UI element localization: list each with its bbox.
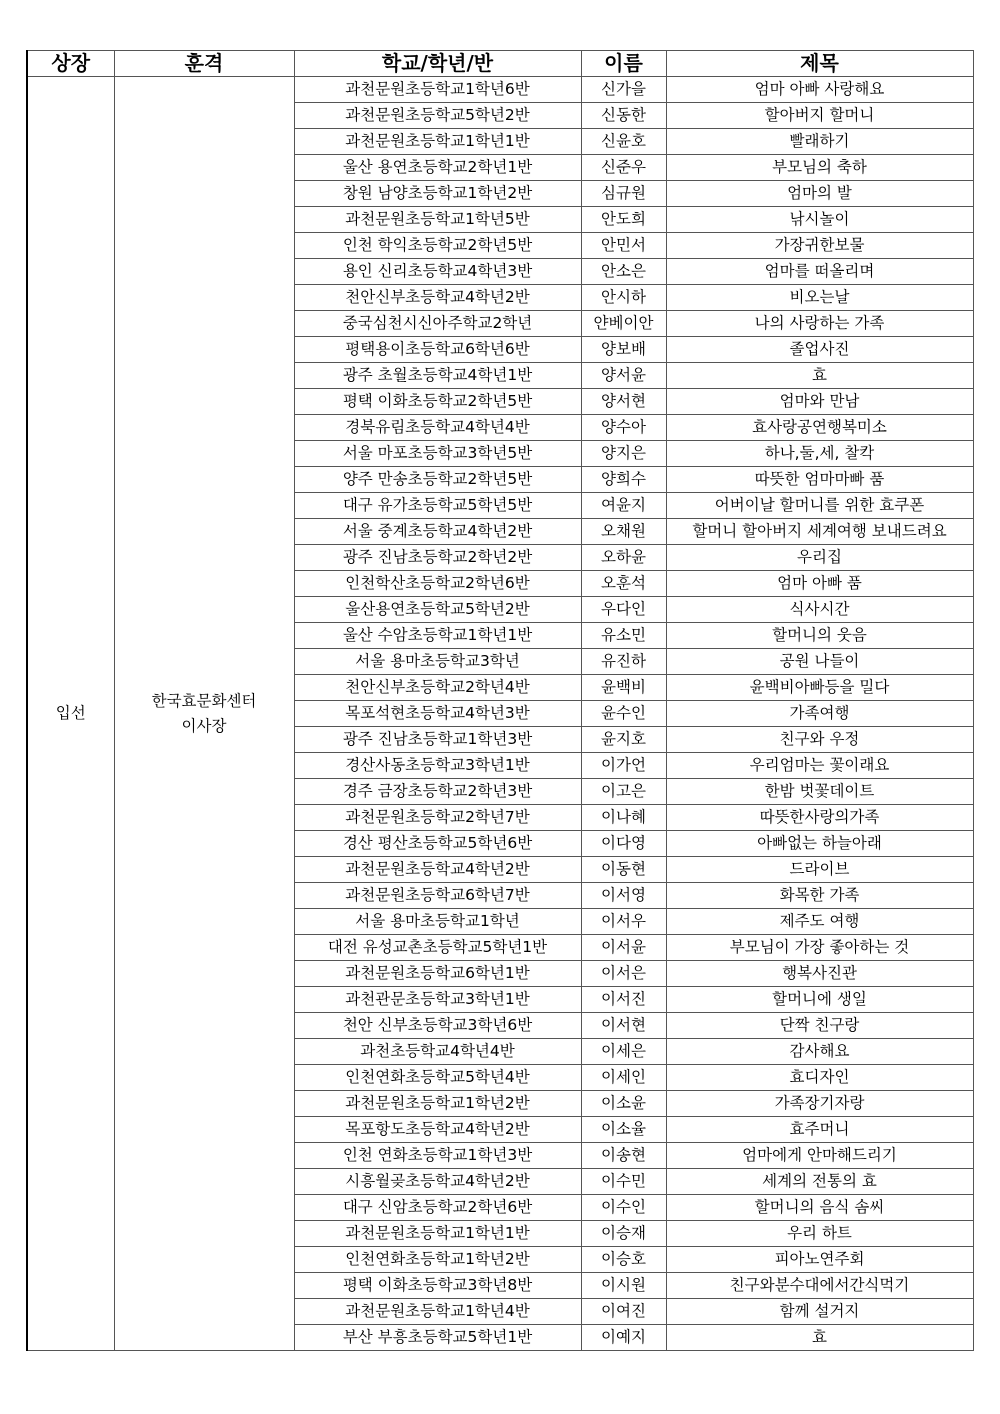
- school-cell: 과천문원초등학교1학년1반: [294, 129, 581, 155]
- name-cell: 이서현: [581, 1013, 666, 1039]
- table-header: [27, 51, 973, 77]
- title-cell: 졸업사진: [666, 337, 973, 363]
- school-cell: 과천문원초등학교6학년7반: [294, 883, 581, 909]
- title-cell: 어버이날 할머니를 위한 효쿠폰: [666, 493, 973, 519]
- name-cell: 이서윤: [581, 935, 666, 961]
- school-cell: 경산 평산초등학교5학년6반: [294, 831, 581, 857]
- school-cell: 서울 용마초등학교1학년: [294, 909, 581, 935]
- school-cell: 과천문원초등학교6학년1반: [294, 961, 581, 987]
- name-cell: 이승호: [581, 1247, 666, 1273]
- name-cell: 윤수인: [581, 701, 666, 727]
- school-cell: 용인 신리초등학교4학년3반: [294, 259, 581, 285]
- award-cell: 입선: [27, 77, 114, 1351]
- title-cell: 가장귀한보물: [666, 233, 973, 259]
- school-cell: 인천 연화초등학교1학년3반: [294, 1143, 581, 1169]
- title-cell: 하나,둘,세, 찰칵: [666, 441, 973, 467]
- title-cell: 낚시놀이: [666, 207, 973, 233]
- name-cell: 이세인: [581, 1065, 666, 1091]
- name-cell: 심규원: [581, 181, 666, 207]
- table-body: [27, 77, 973, 1351]
- school-cell: 목포항도초등학교4학년2반: [294, 1117, 581, 1143]
- title-cell: 세계의 전통의 효: [666, 1169, 973, 1195]
- school-cell: 목포석현초등학교4학년3반: [294, 701, 581, 727]
- name-cell: 이송현: [581, 1143, 666, 1169]
- title-cell: 엄마 아빠 품: [666, 571, 973, 597]
- title-cell: 엄마와 만남: [666, 389, 973, 415]
- school-cell: 평택용이초등학교6학년6반: [294, 337, 581, 363]
- title-cell: 할머니의 웃음: [666, 623, 973, 649]
- name-cell: 이시원: [581, 1273, 666, 1299]
- title-cell: 화목한 가족: [666, 883, 973, 909]
- name-cell: 이가언: [581, 753, 666, 779]
- title-cell: 효디자인: [666, 1065, 973, 1091]
- title-cell: 함께 설거지: [666, 1299, 973, 1325]
- school-cell: 과천문원초등학교4학년2반: [294, 857, 581, 883]
- name-cell: 이소윤: [581, 1091, 666, 1117]
- name-cell: 안시하: [581, 285, 666, 311]
- name-cell: 여윤지: [581, 493, 666, 519]
- title-cell: 엄마를 떠올리며: [666, 259, 973, 285]
- title-cell: 빨래하기: [666, 129, 973, 155]
- name-cell: 양보배: [581, 337, 666, 363]
- title-cell: 행복사진관: [666, 961, 973, 987]
- name-cell: 이다영: [581, 831, 666, 857]
- title-cell: 우리집: [666, 545, 973, 571]
- title-cell: 할머니의 음식 솜씨: [666, 1195, 973, 1221]
- name-cell: 양서현: [581, 389, 666, 415]
- title-cell: 엄마의 발: [666, 181, 973, 207]
- name-cell: 이수인: [581, 1195, 666, 1221]
- header-honor: 훈격: [114, 51, 294, 77]
- name-cell: 신동한: [581, 103, 666, 129]
- name-cell: 오훈석: [581, 571, 666, 597]
- title-cell: 식사시간: [666, 597, 973, 623]
- school-cell: 서울 마포초등학교3학년5반: [294, 441, 581, 467]
- school-cell: 평택 이화초등학교3학년8반: [294, 1273, 581, 1299]
- name-cell: 신준우: [581, 155, 666, 181]
- table-row: [27, 77, 973, 103]
- school-cell: 과천문원초등학교1학년2반: [294, 1091, 581, 1117]
- name-cell: 유소민: [581, 623, 666, 649]
- title-cell: 우리엄마는 꽃이래요: [666, 753, 973, 779]
- title-cell: 드라이브: [666, 857, 973, 883]
- name-cell: 안소은: [581, 259, 666, 285]
- school-cell: 인천학산초등학교2학년6반: [294, 571, 581, 597]
- title-cell: 아빠없는 하늘아래: [666, 831, 973, 857]
- school-cell: 울산용연초등학교5학년2반: [294, 597, 581, 623]
- header-name: 이름: [581, 51, 666, 77]
- title-cell: 한밤 벗꽃데이트: [666, 779, 973, 805]
- title-cell: 공원 나들이: [666, 649, 973, 675]
- title-cell: 감사해요: [666, 1039, 973, 1065]
- name-cell: 이여진: [581, 1299, 666, 1325]
- header-title: 제목: [666, 51, 973, 77]
- school-cell: 대구 유가초등학교5학년5반: [294, 493, 581, 519]
- title-cell: 친구와 우정: [666, 727, 973, 753]
- name-cell: 이서우: [581, 909, 666, 935]
- name-cell: 이세은: [581, 1039, 666, 1065]
- school-cell: 울산 용연초등학교2학년1반: [294, 155, 581, 181]
- name-cell: 이서진: [581, 987, 666, 1013]
- school-cell: 천안신부초등학교2학년4반: [294, 675, 581, 701]
- school-cell: 과천초등학교4학년4반: [294, 1039, 581, 1065]
- title-cell: 할아버지 할머니: [666, 103, 973, 129]
- school-cell: 천안신부초등학교4학년2반: [294, 285, 581, 311]
- school-cell: 천안 신부초등학교3학년6반: [294, 1013, 581, 1039]
- school-cell: 부산 부흥초등학교5학년1반: [294, 1325, 581, 1351]
- school-cell: 서울 용마초등학교3학년: [294, 649, 581, 675]
- title-cell: 친구와분수대에서간식먹기: [666, 1273, 973, 1299]
- school-cell: 과천문원초등학교1학년6반: [294, 77, 581, 103]
- honor-cell: 한국효문화센터 이사장: [114, 77, 294, 1351]
- school-cell: 광주 초월초등학교4학년1반: [294, 363, 581, 389]
- title-cell: 윤백비아빠등을 밀다: [666, 675, 973, 701]
- school-cell: 과천문원초등학교2학년7반: [294, 805, 581, 831]
- title-cell: 부모님이 가장 좋아하는 것: [666, 935, 973, 961]
- name-cell: 이고은: [581, 779, 666, 805]
- school-cell: 광주 진남초등학교1학년3반: [294, 727, 581, 753]
- name-cell: 이소율: [581, 1117, 666, 1143]
- school-cell: 경북유림초등학교4학년4반: [294, 415, 581, 441]
- name-cell: 이수민: [581, 1169, 666, 1195]
- title-cell: 부모님의 축하: [666, 155, 973, 181]
- school-cell: 양주 만송초등학교2학년5반: [294, 467, 581, 493]
- school-cell: 과천문원초등학교1학년1반: [294, 1221, 581, 1247]
- title-cell: 효: [666, 1325, 973, 1351]
- name-cell: 윤백비: [581, 675, 666, 701]
- name-cell: 양수아: [581, 415, 666, 441]
- school-cell: 대전 유성교촌초등학교5학년1반: [294, 935, 581, 961]
- name-cell: 이동현: [581, 857, 666, 883]
- title-cell: 효주머니: [666, 1117, 973, 1143]
- title-cell: 할머니 할아버지 세계여행 보내드려요: [666, 519, 973, 545]
- award-table: [26, 50, 974, 1351]
- name-cell: 유진하: [581, 649, 666, 675]
- school-cell: 과천문원초등학교1학년4반: [294, 1299, 581, 1325]
- name-cell: 신가을: [581, 77, 666, 103]
- name-cell: 우다인: [581, 597, 666, 623]
- name-cell: 이나혜: [581, 805, 666, 831]
- school-cell: 경산사동초등학교3학년1반: [294, 753, 581, 779]
- title-cell: 가족여행: [666, 701, 973, 727]
- title-cell: 할머니에 생일: [666, 987, 973, 1013]
- school-cell: 창원 남양초등학교1학년2반: [294, 181, 581, 207]
- name-cell: 양희수: [581, 467, 666, 493]
- header-row: [27, 51, 973, 77]
- name-cell: 신윤호: [581, 129, 666, 155]
- school-cell: 대구 신암초등학교2학년6반: [294, 1195, 581, 1221]
- title-cell: 비오는날: [666, 285, 973, 311]
- name-cell: 얀베이안: [581, 311, 666, 337]
- name-cell: 오하윤: [581, 545, 666, 571]
- title-cell: 따뜻한사랑의가족: [666, 805, 973, 831]
- title-cell: 따뜻한 엄마마빠 품: [666, 467, 973, 493]
- title-cell: 피아노연주회: [666, 1247, 973, 1273]
- school-cell: 과천문원초등학교1학년5반: [294, 207, 581, 233]
- school-cell: 울산 수암초등학교1학년1반: [294, 623, 581, 649]
- name-cell: 안민서: [581, 233, 666, 259]
- name-cell: 이승재: [581, 1221, 666, 1247]
- title-cell: 효사랑공연행복미소: [666, 415, 973, 441]
- title-cell: 엄마 아빠 사랑해요: [666, 77, 973, 103]
- name-cell: 이서영: [581, 883, 666, 909]
- school-cell: 인천 학익초등학교2학년5반: [294, 233, 581, 259]
- title-cell: 가족장기자랑: [666, 1091, 973, 1117]
- school-cell: 경주 금장초등학교2학년3반: [294, 779, 581, 805]
- school-cell: 인천연화초등학교5학년4반: [294, 1065, 581, 1091]
- name-cell: 윤지호: [581, 727, 666, 753]
- school-cell: 평택 이화초등학교2학년5반: [294, 389, 581, 415]
- title-cell: 효: [666, 363, 973, 389]
- school-cell: 과천문원초등학교5학년2반: [294, 103, 581, 129]
- name-cell: 이서은: [581, 961, 666, 987]
- school-cell: 과천관문초등학교3학년1반: [294, 987, 581, 1013]
- school-cell: 광주 진남초등학교2학년2반: [294, 545, 581, 571]
- title-cell: 나의 사랑하는 가족: [666, 311, 973, 337]
- name-cell: 양서윤: [581, 363, 666, 389]
- header-award: 상장: [27, 51, 114, 77]
- title-cell: 제주도 여행: [666, 909, 973, 935]
- title-cell: 단짝 친구랑: [666, 1013, 973, 1039]
- name-cell: 양지은: [581, 441, 666, 467]
- header-school: 학교/학년/반: [294, 51, 581, 77]
- school-cell: 중국심천시신아주학교2학년: [294, 311, 581, 337]
- name-cell: 오채원: [581, 519, 666, 545]
- title-cell: 엄마에게 안마해드리기: [666, 1143, 973, 1169]
- school-cell: 시흥월곶초등학교4학년2반: [294, 1169, 581, 1195]
- name-cell: 안도희: [581, 207, 666, 233]
- school-cell: 서울 중계초등학교4학년2반: [294, 519, 581, 545]
- name-cell: 이예지: [581, 1325, 666, 1351]
- school-cell: 인천연화초등학교1학년2반: [294, 1247, 581, 1273]
- title-cell: 우리 하트: [666, 1221, 973, 1247]
